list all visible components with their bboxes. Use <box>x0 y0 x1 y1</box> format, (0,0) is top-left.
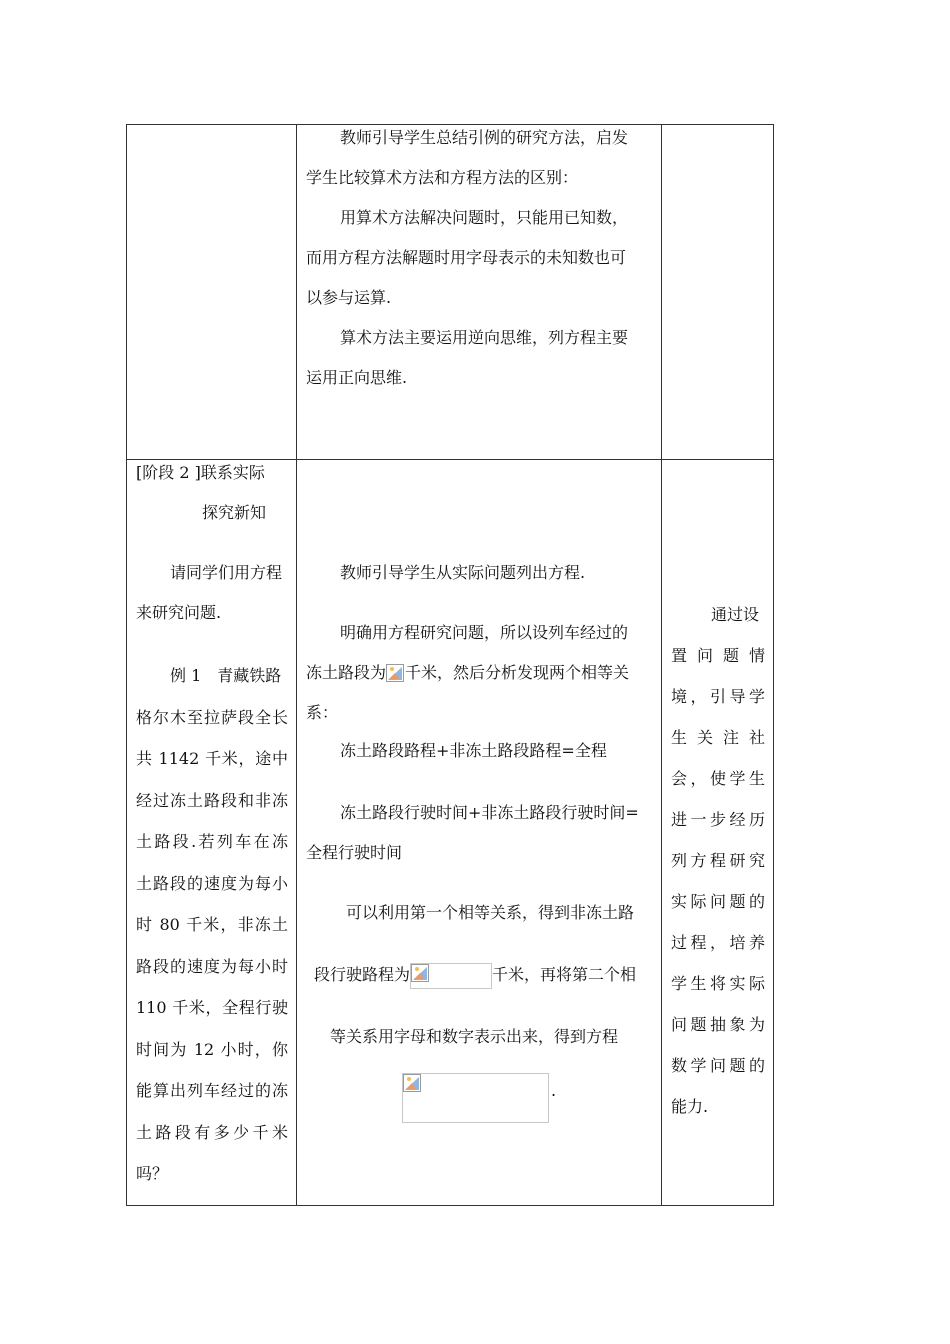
intent-line: 列方程研究 <box>671 851 765 870</box>
paragraph: 段行驶路程为 千米，再将第二个相 <box>306 955 653 995</box>
broken-image-icon <box>411 964 429 982</box>
paragraph: 来研究问题. <box>136 603 222 622</box>
stage-cell <box>127 460 297 1206</box>
formula-image-x <box>386 664 405 683</box>
example-line: 时间为 12 小时，你 <box>136 1039 288 1059</box>
intent-line: 生 关 注 社 <box>671 728 765 747</box>
example-line: 路段的速度为每小时 <box>136 956 288 976</box>
paragraph: 学生比较算术方法和方程方法的区别： <box>306 168 579 187</box>
paragraph: 冻土路段为 千米，然后分析发现两个相等关 <box>306 663 630 682</box>
teacher-activity-cell <box>297 460 662 1206</box>
teacher-activity-cell <box>297 125 662 460</box>
stage-cell <box>127 125 297 460</box>
intent-line: 会，使学生 <box>671 769 765 788</box>
broken-image-icon <box>386 664 404 682</box>
example-line: 经过冻土路段和非冻 <box>136 790 288 810</box>
intent-line: 过程，培养 <box>671 933 765 952</box>
paragraph: 教师引导学生从实际问题列出方程. <box>340 563 586 582</box>
intent-line: 学生将实际 <box>671 974 765 993</box>
example-line: 共 1142 千米，途中 <box>136 749 288 768</box>
intent-line: 能力. <box>671 1097 709 1116</box>
paragraph: 运用正向思维. <box>306 368 408 387</box>
intent-line: 数学问题的 <box>671 1056 765 1075</box>
intent-line: 进一步经历 <box>671 810 765 829</box>
intent-line: 境，引导学 <box>671 687 765 706</box>
equation-row <box>306 1073 653 1123</box>
broken-image-icon <box>403 1074 421 1092</box>
example-problem <box>136 655 288 1195</box>
example-line: 格尔木至拉萨段全长 <box>136 707 288 727</box>
paragraph: 冻土路段行驶时间+非冻土路段行驶时间= <box>340 803 639 822</box>
paragraph: 而用方程方法解题时用字母表示的未知数也可 <box>306 248 627 267</box>
design-intent-cell <box>662 125 774 460</box>
paragraph: 明确用方程研究问题，所以设列车经过的 <box>340 623 629 642</box>
paragraph: 用算术方法解决问题时，只能用已知数， <box>340 208 629 227</box>
period: . <box>551 1081 557 1100</box>
example-line: 土路段的速度为每小 <box>136 873 288 893</box>
intent-line: 实际问题的 <box>671 892 765 911</box>
stage-subtitle: 探究新知 <box>202 503 267 522</box>
intent-line: 置 问 题 情 <box>671 646 765 665</box>
example-line: 时 80 千米，非冻土 <box>136 915 288 934</box>
table-row <box>127 460 774 1206</box>
paragraph: 请同学们用方程 <box>170 563 283 582</box>
paragraph: 全程行驶时间 <box>306 843 403 862</box>
intent-line: 通过设 <box>711 605 760 624</box>
example-line: 能算出列车经过的冻 <box>136 1081 288 1100</box>
example-line: 110 千米，全程行驶 <box>136 998 288 1017</box>
design-intent-cell <box>662 460 774 1206</box>
example-line: 吗？ <box>136 1164 169 1183</box>
paragraph: 冻土路段路程+非冻土路段路程=全程 <box>340 741 607 760</box>
paragraph: 算术方法主要运用逆向思维，列方程主要 <box>340 328 629 347</box>
formula-image-distance <box>410 963 492 989</box>
paragraph: 教师引导学生总结引例的研究方法，启发 <box>340 128 629 147</box>
example-line: 例 1 青藏铁路 <box>170 666 282 685</box>
design-intent-text <box>662 594 773 1127</box>
intent-line: 问题抽象为 <box>671 1015 765 1034</box>
stage-title: [阶段 2 ]联系实际 <box>136 463 265 482</box>
paragraph: 等关系用字母和数字表示出来，得到方程 <box>330 1027 619 1046</box>
table-row <box>127 125 774 460</box>
paragraph: 以参与运算. <box>306 288 392 307</box>
lesson-plan-table <box>126 124 774 1206</box>
example-line: 土路段有多少千米 <box>136 1122 288 1142</box>
paragraph: 系： <box>306 703 339 722</box>
formula-image-equation <box>402 1073 549 1123</box>
paragraph: 可以利用第一个相等关系，得到非冻土路 <box>346 903 635 922</box>
example-line: 土路段.若列车在冻 <box>136 832 288 851</box>
